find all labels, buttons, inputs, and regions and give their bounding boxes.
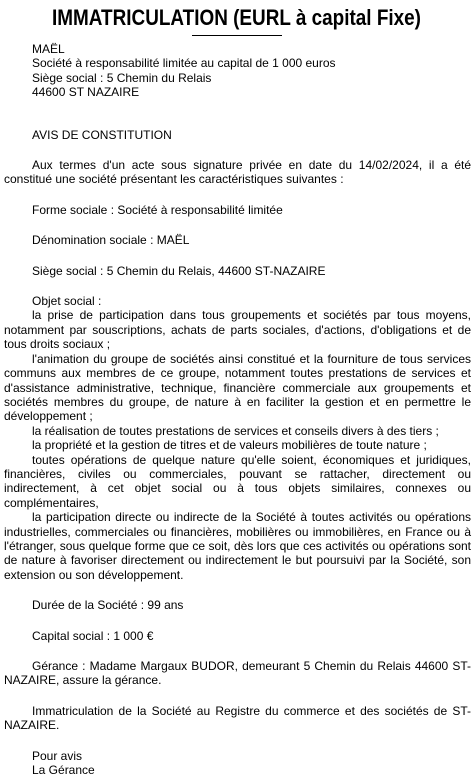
objet-item: la prise de participation dans tous groupements et sociétés par tous moyens, notamment par souscriptions, achats de parts sociales, d'actions, d'obligations et de tous droits sociaux ;: [4, 308, 471, 352]
objet-social-label: Objet social :: [32, 294, 102, 309]
notice-body: [4, 42, 471, 777]
intro-paragraph: Aux termes d'un acte sous signature privée en date du 14/02/2024, il a été constitué une société présentant les caractéristiques suivantes :: [4, 158, 471, 187]
duree-societe: Durée de la Société : 99 ans: [32, 598, 184, 613]
closing-signature: La Gérance: [32, 763, 95, 777]
closing-pour-avis: Pour avis: [32, 748, 83, 763]
immatriculation-paragraph: Immatriculation de la Société au Registre du commerce et des sociétés de ST-NAZAIRE.: [4, 703, 471, 733]
denomination-sociale: Dénomination sociale : MAËL: [32, 233, 190, 248]
company-siege: Siège social : 5 Chemin du Relais: [32, 70, 212, 85]
capital-social: Capital social : 1 000 €: [32, 628, 154, 643]
gerance-paragraph: Gérance : Madame Margaux BUDOR, demeurant 5 Chemin du Relais 44600 ST-NAZAIRE, assure la gérance.: [4, 659, 471, 688]
notice-heading: IMMATRICULATION (EURL à capital Fixe): [52, 5, 421, 30]
notice-title: AVIS DE CONSTITUTION: [32, 127, 172, 142]
company-city: 44600 ST NAZAIRE: [32, 85, 140, 100]
objet-item: la propriété et la gestion de titres et de valeurs mobilières de toute nature ;: [32, 438, 427, 453]
objet-item: la participation directe ou indirecte de la Société à toutes activités ou opérations industrielles, commerciales ou financières, mobilières ou immobilières, en France ou à l'étranger, sous quelque forme que ce soit, dès lors que ces activités ou opérations sont de nature à favoriser directement ou indirectement le but poursuivi par la Société, son extension ou son développement.: [4, 510, 471, 582]
siege-social: Siège social : 5 Chemin du Relais, 44600 ST-NAZAIRE: [32, 263, 326, 278]
company-legal-form: Société à responsabilité limitée au capital de 1 000 euros: [32, 56, 336, 71]
objet-item: la réalisation de toutes prestations de services et conseils divers à des tiers ;: [32, 423, 439, 438]
objet-item: l'animation du groupe de sociétés ainsi constitué et la fourniture de tous services communs aux membres de ce groupe, notamment toutes prestations de services et d'assistance administrative, technique, financière commerciale aux groupements et sociétés membres du groupe, de nature à en faciliter la gestion et en permettre le développement ;: [4, 351, 471, 424]
objet-item: toutes opérations de quelque nature qu'elle soient, économiques et juridiques, financières, civiles ou commerciales, pouvant se rattacher, directement ou indirectement, à cet objet social ou à tous objets similaires, connexes ou complémentaires,: [4, 452, 471, 510]
heading-underline: [192, 35, 282, 36]
company-name: MAËL: [32, 42, 65, 56]
forme-sociale: Forme sociale : Société à responsabilité limitée: [32, 202, 283, 217]
